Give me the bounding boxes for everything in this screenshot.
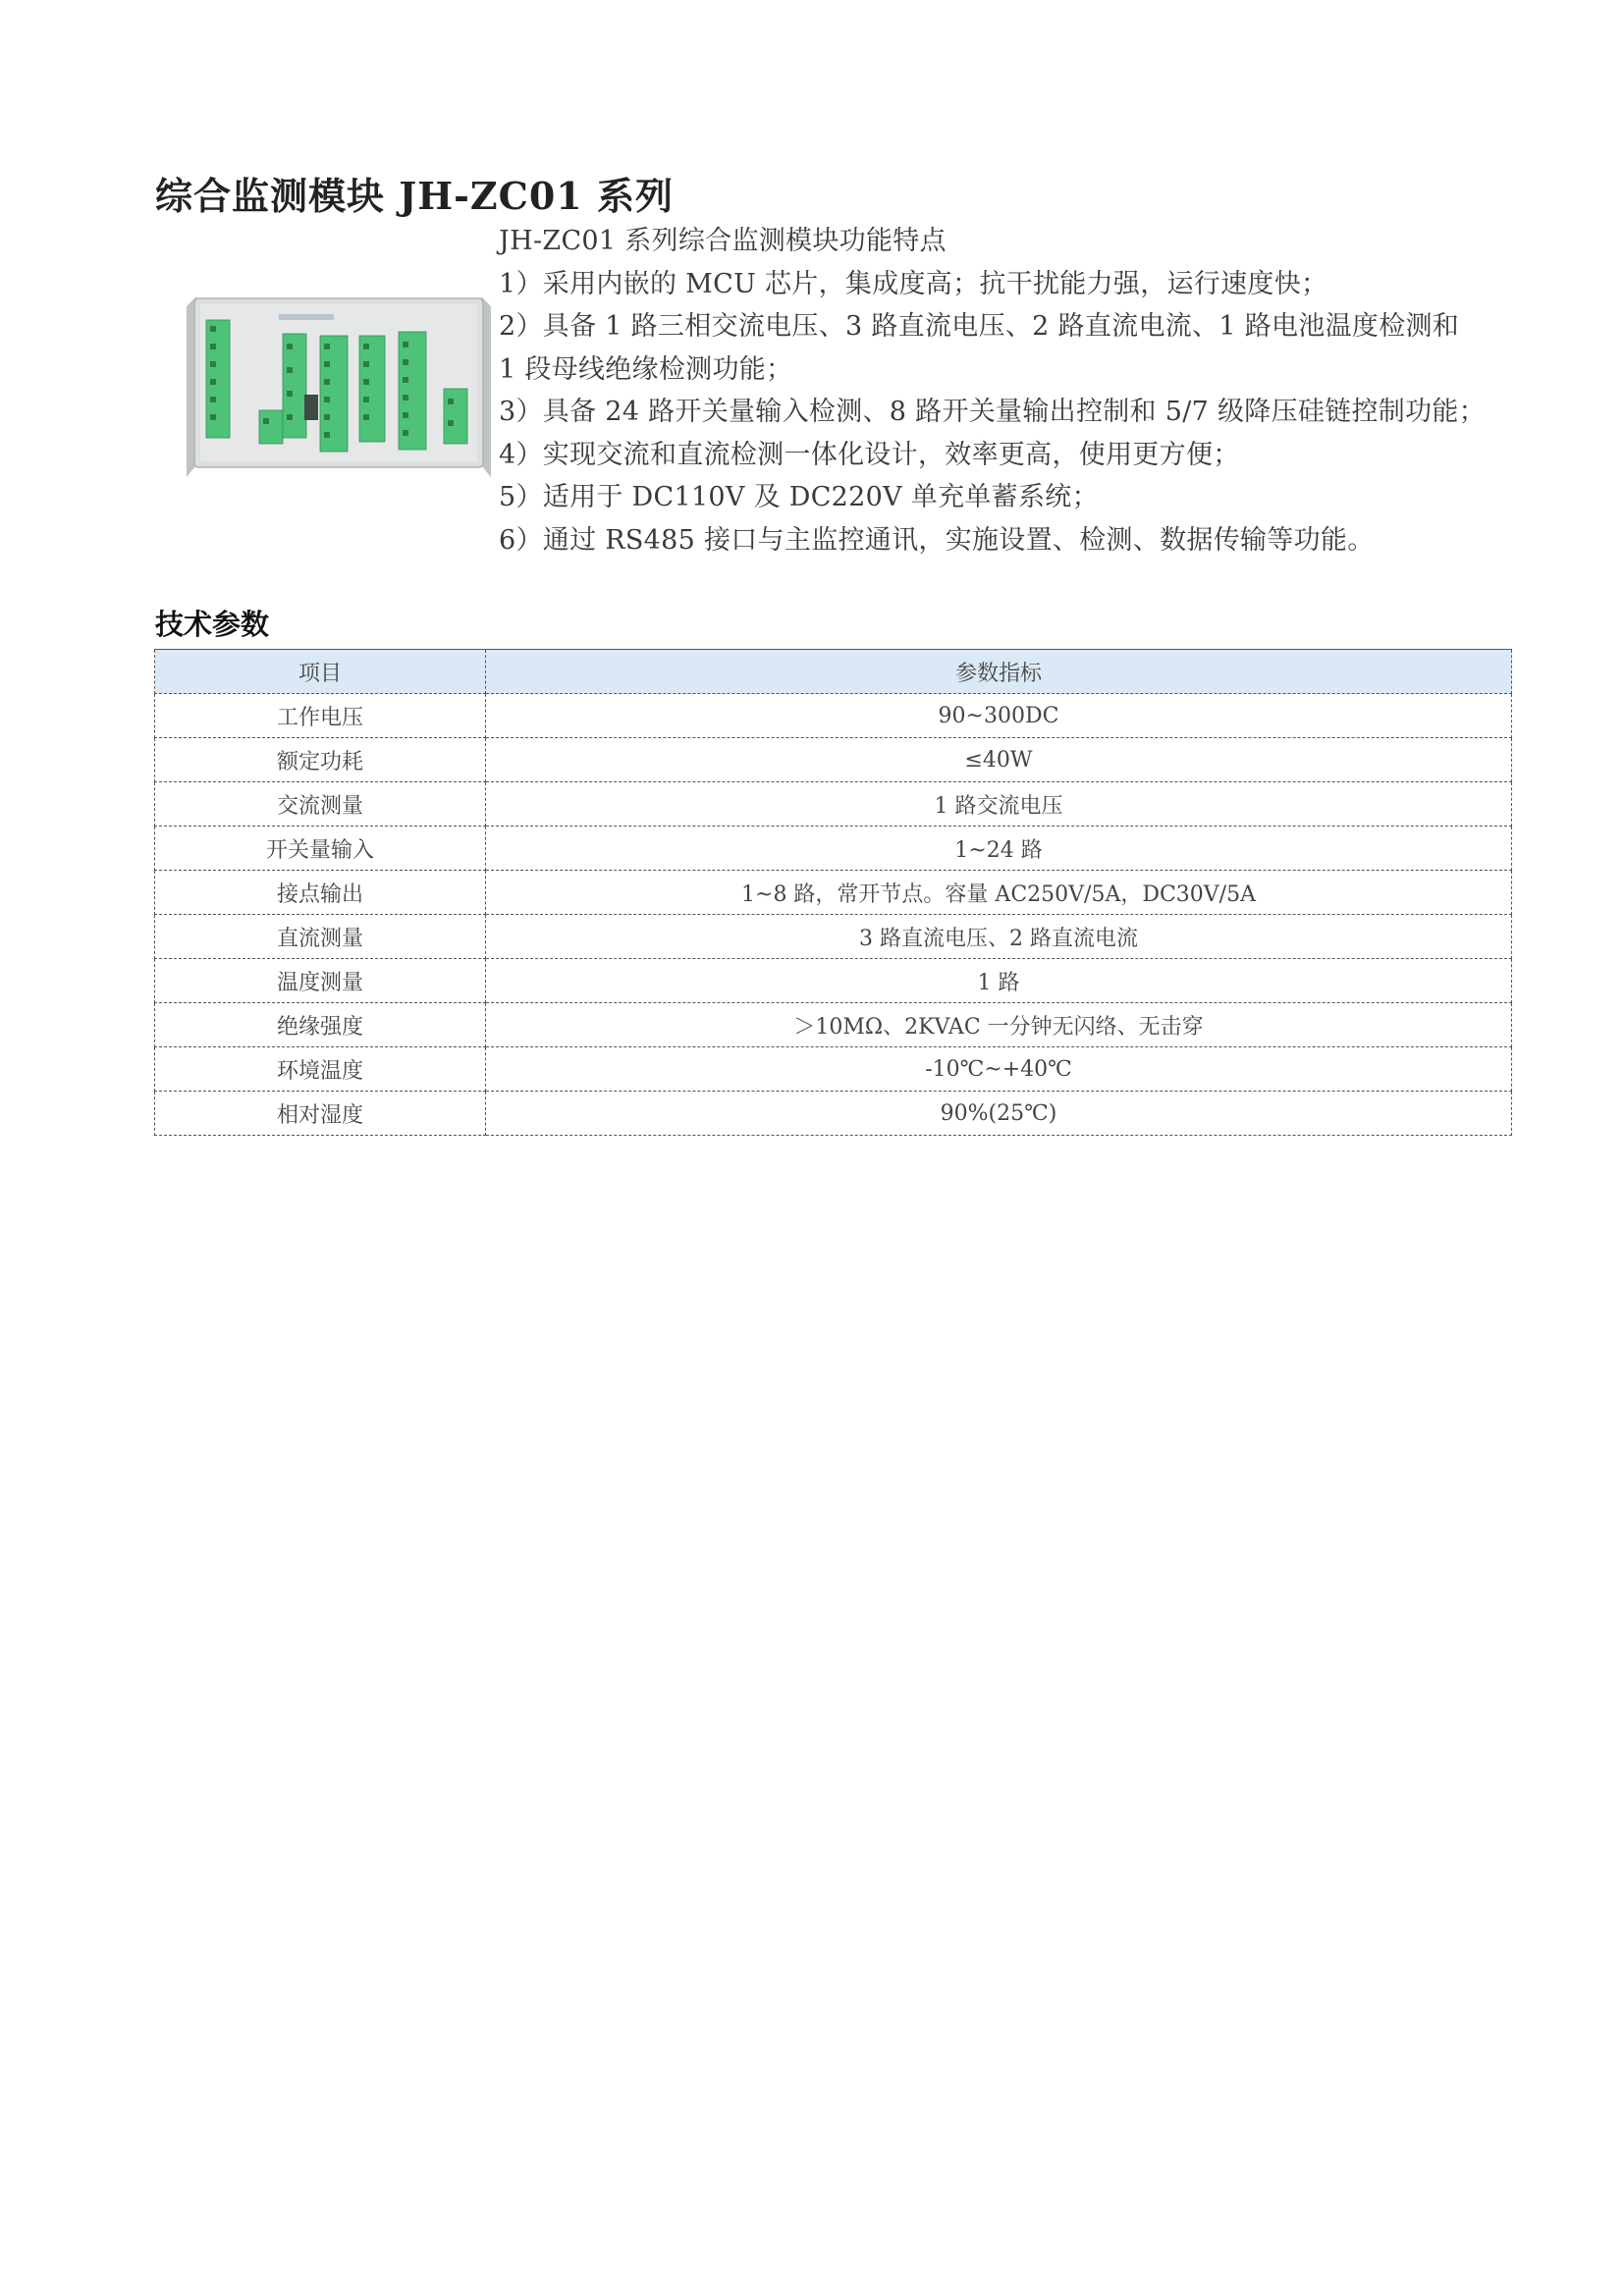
- spec-item: 工作电压: [155, 694, 486, 738]
- feature-line: 1）采用内嵌的 MCU 芯片，集成度高；抗干扰能力强，运行速度快；: [499, 268, 1328, 299]
- feature-line: 5）适用于 DC110V 及 DC220V 单充单蓄系统；: [499, 482, 1099, 512]
- table-row: [155, 871, 1512, 915]
- spec-item: 温度测量: [155, 959, 486, 1003]
- spec-value: 1~8 路，常开节点。容量 AC250V/5A，DC30V/5A: [486, 871, 1512, 915]
- spec-item: 绝缘强度: [155, 1003, 486, 1047]
- section-title: 技术参数: [155, 608, 270, 641]
- feature-line: 2）具备 1 路三相交流电压、3 路直流电压、2 路直流电流、1 路电池温度检测和: [499, 311, 1460, 342]
- spec-value: ＞10MΩ、2KVAC 一分钟无闪络、无击穿: [486, 1003, 1512, 1047]
- feature-line: 1 段母线绝缘检测功能；: [499, 353, 793, 385]
- feature-line: 6）通过 RS485 接口与主监控通讯，实施设置、检测、数据传输等功能。: [499, 524, 1375, 556]
- spec-item: 接点输出: [155, 871, 486, 915]
- control-module-photo-icon: [187, 293, 491, 481]
- spec-table: [154, 649, 1512, 1136]
- feature-line: 4）实现交流和直流检测一体化设计，效率更高，使用更方便；: [499, 439, 1240, 470]
- table-row: [155, 782, 1512, 827]
- spec-value: 90~300DC: [486, 694, 1512, 738]
- table-row: [155, 959, 1512, 1003]
- table-row: [155, 738, 1512, 782]
- spec-value: 1 路交流电压: [486, 782, 1512, 827]
- spec-item: 环境温度: [155, 1047, 486, 1092]
- spec-item: 开关量输入: [155, 827, 486, 871]
- spec-value: 90%(25℃): [486, 1092, 1512, 1136]
- spec-item: 交流测量: [155, 782, 486, 827]
- column-header-value: 参数指标: [486, 650, 1512, 694]
- table-row: [155, 915, 1512, 959]
- table-row: [155, 1092, 1512, 1136]
- spec-value: 1~24 路: [486, 827, 1512, 871]
- spec-item: 相对湿度: [155, 1092, 486, 1136]
- spec-value: ≤40W: [486, 738, 1512, 782]
- feature-list: [499, 220, 1520, 561]
- feature-line: 3）具备 24 路开关量输入检测、8 路开关量输出控制和 5/7 级降压硅链控制功能；: [499, 397, 1486, 427]
- spec-item: 额定功耗: [155, 738, 486, 782]
- spec-value: -10℃~+40℃: [486, 1047, 1512, 1092]
- spec-item: 直流测量: [155, 915, 486, 959]
- page-title: 综合监测模块 JH-ZC01 系列: [155, 174, 674, 219]
- spec-value: 1 路: [486, 959, 1512, 1003]
- column-header-item: 项目: [155, 650, 486, 694]
- table-row: [155, 1047, 1512, 1092]
- features-heading: JH-ZC01 系列综合监测模块功能特点: [499, 226, 947, 256]
- spec-value: 3 路直流电压、2 路直流电流: [486, 915, 1512, 959]
- table-row: [155, 1003, 1512, 1047]
- table-header-row: [155, 650, 1512, 694]
- table-row: [155, 827, 1512, 871]
- table-row: [155, 694, 1512, 738]
